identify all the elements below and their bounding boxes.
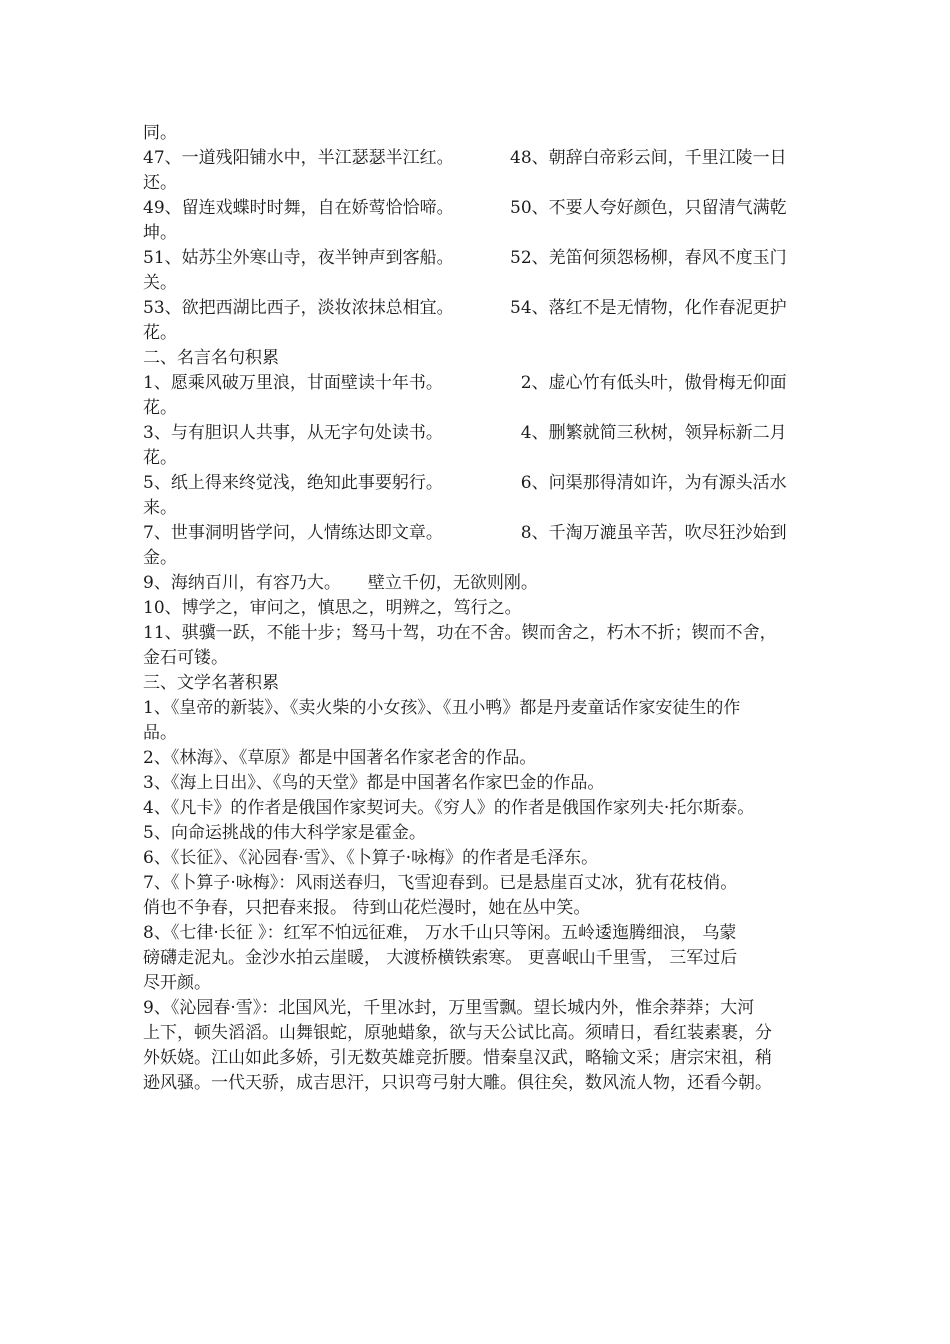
verse-pair [143,246,809,271]
quote-3: 3、与有胆识人共事，从无字句处读书。 [143,423,443,443]
text-line: 同。 [143,123,177,143]
verse-51: 51、姑苏尘外寒山寺，夜半钟声到客船。 [143,248,454,268]
literature-line: 4、《凡卡》的作者是俄国作家契诃夫。《穷人》的作者是俄国作家列夫·托尔斯泰。 [143,798,755,818]
verse-pair [143,296,809,321]
literature-line: 逊风骚。一代天骄，成吉思汗，只识弯弓射大雕。俱往矣，数风流人物，还看今朝。 [143,1073,772,1093]
text-line: 花。 [143,448,177,468]
quote-pair [143,371,809,396]
literature-line: 俏也不争春，只把春来报。 待到山花烂漫时，她在丛中笑。 [143,898,591,918]
quote-4: 4、删繁就简三秋树，领异标新二月 [510,423,787,443]
text-line: 金。 [143,548,177,568]
literature-line: 上下，顿失滔滔。山舞银蛇，原驰蜡象，欲与天公试比高。须晴日，看红装素裹，分 [143,1023,772,1043]
literature-line: 品。 [143,723,177,743]
literature-line: 5、向命运挑战的伟大科学家是霍金。 [143,823,426,843]
literature-line: 6、《长征》、《沁园春·雪》、《卜算子·咏梅》的作者是毛泽东。 [143,848,599,868]
document-body [143,121,809,1096]
quote-10: 10、博学之，审问之，慎思之，明辨之，笃行之。 [143,598,522,618]
quote-pair [143,521,809,546]
quote-9: 9、海纳百川，有容乃大。 壁立千仞，无欲则刚。 [143,573,538,593]
text-line: 来。 [143,498,177,518]
literature-line: 7、《卜算子·咏梅》：风雨送春归，飞雪迎春到。已是悬崖百丈冰，犹有花枝俏。 [143,873,738,893]
text-line: 花。 [143,323,177,343]
quote-7: 7、世事洞明皆学问，人情练达即文章。 [143,523,443,543]
quote-1: 1、愿乘风破万里浪，甘面壁读十年书。 [143,373,443,393]
quote-8: 8、千淘万漉虽辛苦，吹尽狂沙始到 [510,523,787,543]
verse-47: 47、一道残阳铺水中，半江瑟瑟半江红。 [143,148,454,168]
verse-pair [143,196,809,221]
text-line: 关。 [143,273,177,293]
verse-49: 49、留连戏蝶时时舞，自在娇莺恰恰啼。 [143,198,454,218]
text-line: 坤。 [143,223,177,243]
literature-line: 尽开颜。 [143,973,211,993]
verse-48: 48、朝辞白帝彩云间，千里江陵一日 [510,148,787,168]
literature-line: 9、《沁园春·雪》：北国风光，千里冰封，万里雪飘。望长城内外，惟余莽莽；大河 [143,998,755,1018]
text-line: 金石可镂。 [143,648,228,668]
text-line: 花。 [143,398,177,418]
verse-52: 52、羌笛何须怨杨柳，春风不度玉门 [510,248,787,268]
verse-50: 50、不要人夸好颜色，只留清气满乾 [510,198,787,218]
verse-pair [143,146,809,171]
literature-line: 8、《七律·长征 》：红军不怕远征难， 万水千山只等闲。五岭逶迤腾细浪， 乌蒙 [143,923,737,943]
quote-2: 2、虚心竹有低头叶，傲骨梅无仰面 [510,373,787,393]
quote-pair [143,471,809,496]
literature-line: 2、《林海》、《草原》都是中国著名作家老舍的作品。 [143,748,537,768]
literature-line: 磅礴走泥丸。金沙水拍云崖暖， 大渡桥横铁索寒。 更喜岷山千里雪， 三军过后 [143,948,738,968]
text-line: 还。 [143,173,177,193]
verse-53: 53、欲把西湖比西子，淡妆浓抹总相宜。 [143,298,454,318]
section-heading-quotes: 二、名言名句积累 [143,348,279,368]
verse-54: 54、落红不是无情物，化作春泥更护 [510,298,787,318]
literature-line: 外妖娆。江山如此多娇，引无数英雄竞折腰。惜秦皇汉武，略输文采；唐宗宋祖，稍 [143,1048,772,1068]
section-heading-literature: 三、文学名著积累 [143,673,279,693]
quote-pair [143,421,809,446]
literature-line: 1、《皇帝的新装》、《卖火柴的小女孩》、《丑小鸭》都是丹麦童话作家安徒生的作 [143,698,741,718]
literature-line: 3、《海上日出》、《鸟的天堂》都是中国著名作家巴金的作品。 [143,773,605,793]
quote-5: 5、纸上得来终觉浅，绝知此事要躬行。 [143,473,443,493]
quote-11: 11、骐骥一跃，不能十步；驽马十驾，功在不舍。锲而舍之，朽木不折；锲而不舍， [143,623,777,643]
quote-6: 6、问渠那得清如许，为有源头活水 [510,473,787,493]
